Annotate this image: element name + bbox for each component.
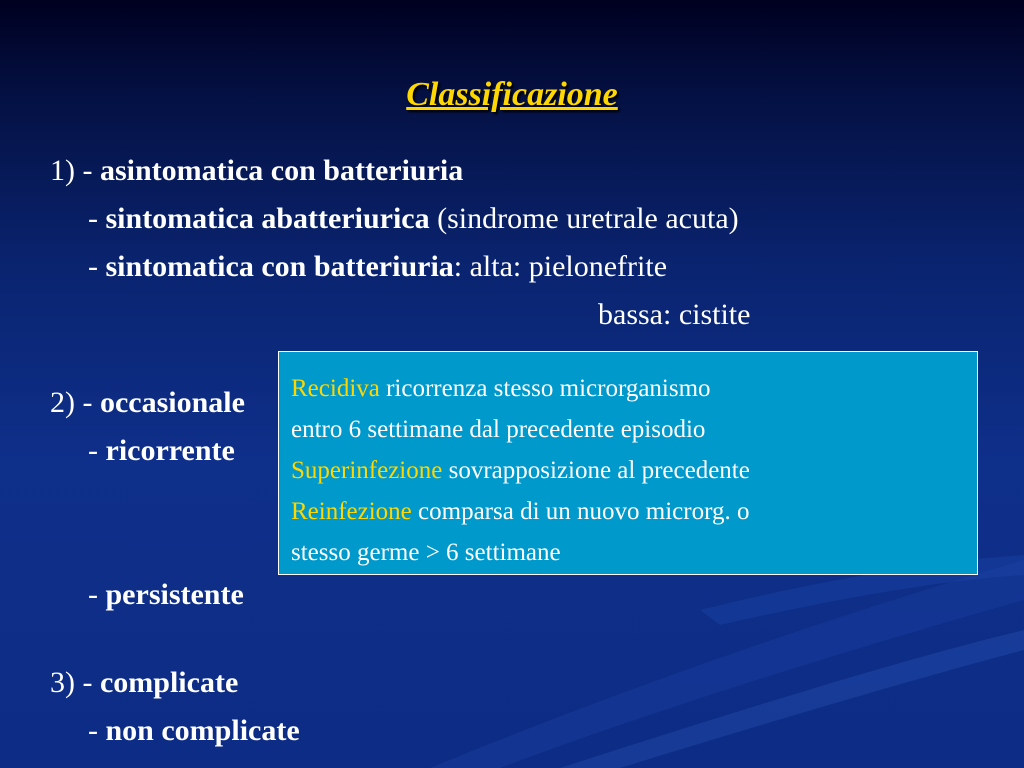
item-1-sintomatica-abatteriurica — [88, 202, 739, 236]
item-detail: bassa: cistite — [598, 298, 751, 331]
recidiva-definition: ricorrenza stesso microrganismo — [379, 375, 711, 402]
superinfezione-definition: sovrapposizione al precedente — [442, 457, 750, 484]
recidiva-term: Recidiva — [291, 375, 380, 402]
item-prefix: 3) - — [50, 666, 100, 699]
recidiva-definition-cont: entro 6 settimane dal precedente episodio — [291, 416, 706, 443]
item-2-occasionale — [50, 386, 245, 420]
item-detail: : alta: pielonefrite — [453, 250, 668, 283]
slide-title: Classificazione — [406, 76, 618, 113]
item-term: complicate — [99, 666, 239, 699]
item-term: occasionale — [99, 386, 245, 419]
item-term: sintomatica con batteriuria — [105, 250, 454, 283]
item-term: asintomatica con batteriuria — [99, 154, 464, 187]
item-detail: (sindrome uretrale acuta) — [429, 202, 739, 235]
item-term: non complicate — [105, 714, 300, 747]
reinfezione-term: Reinfezione — [291, 498, 412, 525]
item-prefix: 1) - — [50, 154, 100, 187]
recidiva-line — [291, 368, 967, 409]
item-1-asintomatica — [50, 154, 463, 188]
reinfezione-line — [291, 491, 967, 532]
reinfezione-definition-cont: stesso germe > 6 settimane — [291, 539, 561, 566]
item-prefix: - — [88, 434, 106, 467]
superinfezione-line — [291, 450, 967, 491]
recidiva-line-2 — [291, 409, 967, 450]
item-prefix: - — [88, 250, 106, 283]
reinfezione-definition: comparsa di un nuovo microrg. o — [411, 498, 750, 525]
definitions-box — [278, 351, 978, 575]
item-1-bassa-cistite — [598, 298, 750, 332]
item-2-persistente — [88, 578, 244, 612]
item-3-complicate — [50, 666, 238, 700]
item-term: sintomatica abatteriurica — [105, 202, 430, 235]
item-term: ricorrente — [105, 434, 235, 467]
item-prefix: - — [88, 578, 106, 611]
item-prefix: - — [88, 202, 106, 235]
item-prefix: - — [88, 714, 106, 747]
item-term: persistente — [105, 578, 244, 611]
item-3-non-complicate — [88, 714, 300, 748]
item-prefix: 2) - — [50, 386, 100, 419]
item-1-sintomatica-con-batteriuria — [88, 250, 667, 284]
reinfezione-line-2 — [291, 532, 967, 573]
item-2-ricorrente — [88, 434, 235, 468]
superinfezione-term: Superinfezione — [291, 457, 443, 484]
